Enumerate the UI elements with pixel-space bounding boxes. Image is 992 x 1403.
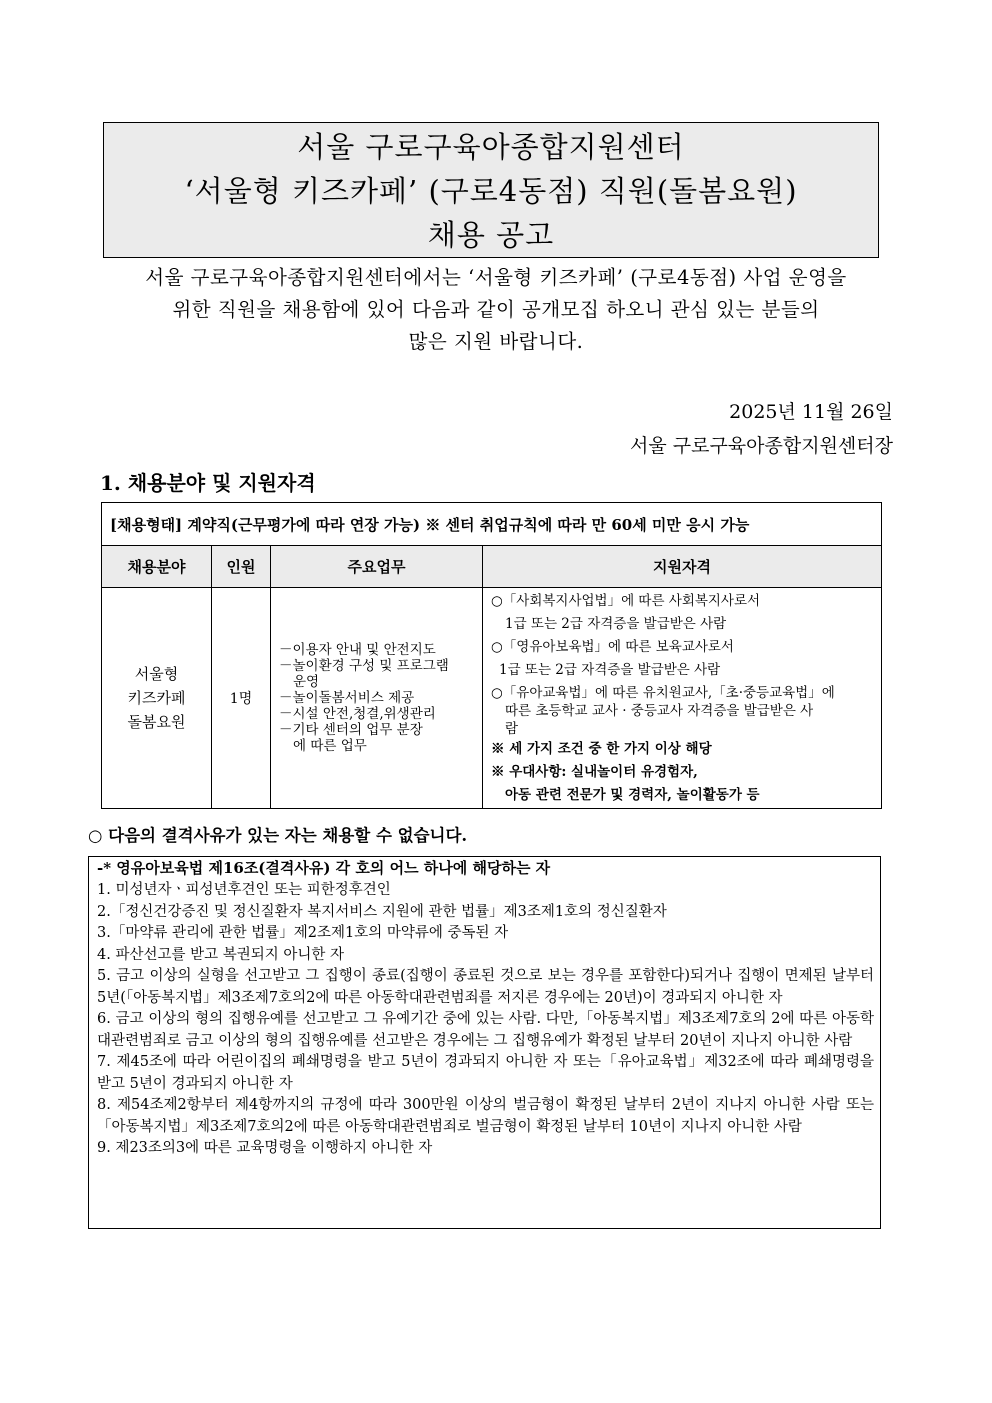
section-2-title: ○ 다음의 결격사유가 있는 자는 채용할 수 없습니다. bbox=[88, 826, 468, 845]
disqualification-item: 1. 미성년자ㆍ피성년후견인 또는 피한정후견인 bbox=[97, 882, 391, 898]
duties-cell bbox=[271, 588, 483, 809]
duty-item: －놀이돌봄서비스 제공 bbox=[279, 690, 415, 706]
title-line-3: 채용 공고 bbox=[427, 218, 555, 252]
employment-type-row bbox=[102, 503, 882, 546]
qualifications-cell bbox=[483, 588, 882, 809]
qualification-item: ○「사회복지사업법」에 따른 사회복지사로서 bbox=[491, 592, 761, 609]
intro-line-2: 위한 직원을 채용함에 있어 다음과 같이 공개모집 하오니 관심 있는 분들의 bbox=[172, 298, 820, 321]
title-box bbox=[103, 122, 879, 258]
recruitment-table bbox=[101, 502, 882, 809]
qualification-item: ○「영유아보육법」에 따른 보육교사로서 bbox=[491, 638, 734, 655]
header-duties: 주요업무 bbox=[271, 546, 483, 588]
condition-note: ※ 세 가지 조건 중 한 가지 이상 해당 bbox=[491, 740, 712, 757]
disqualification-item: 3.「마약류 관리에 관한 법률」제2조제1호의 마약류에 중독된 자 bbox=[97, 925, 509, 941]
employment-type-note: [채용형태] 계약직(근무평가에 따라 연장 가능) ※ 센터 취업규칙에 따라 만 60세 미만 응시 가능 bbox=[102, 503, 882, 546]
title-line-1: 서울 구로구육아종합지원센터 bbox=[297, 130, 685, 164]
section-1-title: 1. 채용분야 및 지원자격 bbox=[100, 471, 316, 495]
duty-item: －기타 센터의 업무 분장 bbox=[279, 722, 423, 738]
disqualification-item: 5. 금고 이상의 실형을 선고받고 그 집행이 종료(집행이 종료된 것으로 보는 경우를 포함한다)되거나 집행이 면제된 날부터 5년(「아동복지법」제3조제7호의2에 따른 아동학대관련범죄를 저지른 경우에는 20년)이 경과되지 아니한 자 bbox=[97, 968, 874, 1006]
count-cell: 1명 bbox=[212, 588, 271, 809]
disqualification-item: 2.「정신건강증진 및 정신질환자 복지서비스 지원에 관한 법률」제3조제1호의 정신질환자 bbox=[97, 903, 667, 920]
header-field: 채용분야 bbox=[102, 546, 212, 588]
duty-item: －이용자 안내 및 안전지도 bbox=[279, 642, 436, 658]
disqualification-item: 4. 파산선고를 받고 복권되지 아니한 자 bbox=[97, 946, 344, 963]
header-count: 인원 bbox=[212, 546, 271, 588]
duty-item: 운영 bbox=[293, 674, 320, 690]
duty-item: －시설 안전,청결,위생관리 bbox=[279, 706, 436, 722]
field-line: 서울형 bbox=[134, 665, 179, 683]
qualification-item: 따른 초등학교 교사 · 중등교사 자격증을 발급받은 사 bbox=[505, 702, 814, 719]
disqualification-item: 8. 제54조제2항부터 제4항까지의 규정에 따라 300만원 이상의 벌금형이 확정된 날부터 2년이 지나지 아니한 사람 또는「아동복지법」제3조제7호의2에 따른 아동학대관련범죄로 벌금형이 확정된 날부터 10년이 지나지 아니한 사람 bbox=[97, 1097, 874, 1135]
duty-item: 에 따른 업무 bbox=[293, 738, 367, 754]
announcement-date: 2025년 11월 26일 bbox=[729, 401, 893, 423]
table-header-row bbox=[102, 546, 882, 588]
disqualification-item: 6. 금고 이상의 형의 집행유예를 선고받고 그 유예기간 중에 있는 사람. 다만,「아동복지법」제3조제7호의 2에 따른 아동학대관련범죄로 금고 이상의 형의 집행유예를 선고받은 경우에는 그 집행유예가 확정된 날부터 20년이 지나지 아니한 사람 bbox=[97, 1011, 874, 1049]
header-qualifications: 지원자격 bbox=[483, 546, 882, 588]
qualification-item: 1급 또는 2급 자격증을 발급받은 사람 bbox=[499, 661, 721, 678]
title-line-2: ‘서울형 키즈카페’ (구로4동점) 직원(돌봄요원) bbox=[184, 174, 798, 208]
field-line: 키즈카페 bbox=[127, 689, 186, 707]
disqualification-head: -* 영유아보육법 제16조(결격사유) 각 호의 어느 하나에 해당하는 자 bbox=[97, 859, 551, 877]
preference-note: ※ 우대사항: 실내놀이터 유경험자, bbox=[491, 763, 698, 780]
duty-item: －놀이환경 구성 및 프로그램 bbox=[279, 658, 449, 674]
intro-line-1: 서울 구로구육아종합지원센터에서는 ‘서울형 키즈카페’ (구로4동점) 사업 운영을 bbox=[145, 266, 847, 289]
issuer-name: 서울 구로구육아종합지원센터장 bbox=[630, 435, 893, 457]
qualification-item: ○「유아교육법」에 따른 유치원교사,「초·중등교육법」에 bbox=[491, 684, 835, 701]
disqualification-item: 7. 제45조에 따라 어린이집의 폐쇄명령을 받고 5년이 경과되지 아니한 자 또는「유아교육법」제32조에 따라 폐쇄명령을 받고 5년이 경과되지 아니한 자 bbox=[97, 1054, 874, 1092]
qualification-item: 1급 또는 2급 자격증을 발급받은 사람 bbox=[505, 615, 727, 632]
field-cell bbox=[102, 588, 212, 809]
intro-paragraph bbox=[60, 262, 932, 358]
disqualification-box bbox=[88, 856, 881, 1229]
intro-line-3: 많은 지원 바랍니다. bbox=[408, 330, 584, 353]
preference-note: 아동 관련 전문가 및 경력자, 놀이활동가 등 bbox=[505, 786, 760, 803]
field-line: 돌봄요원 bbox=[127, 713, 186, 731]
qualification-item: 람 bbox=[505, 720, 519, 737]
disqualification-item: 9. 제23조의3에 따른 교육명령을 이행하지 아니한 자 bbox=[97, 1140, 433, 1156]
table-row bbox=[102, 588, 882, 809]
